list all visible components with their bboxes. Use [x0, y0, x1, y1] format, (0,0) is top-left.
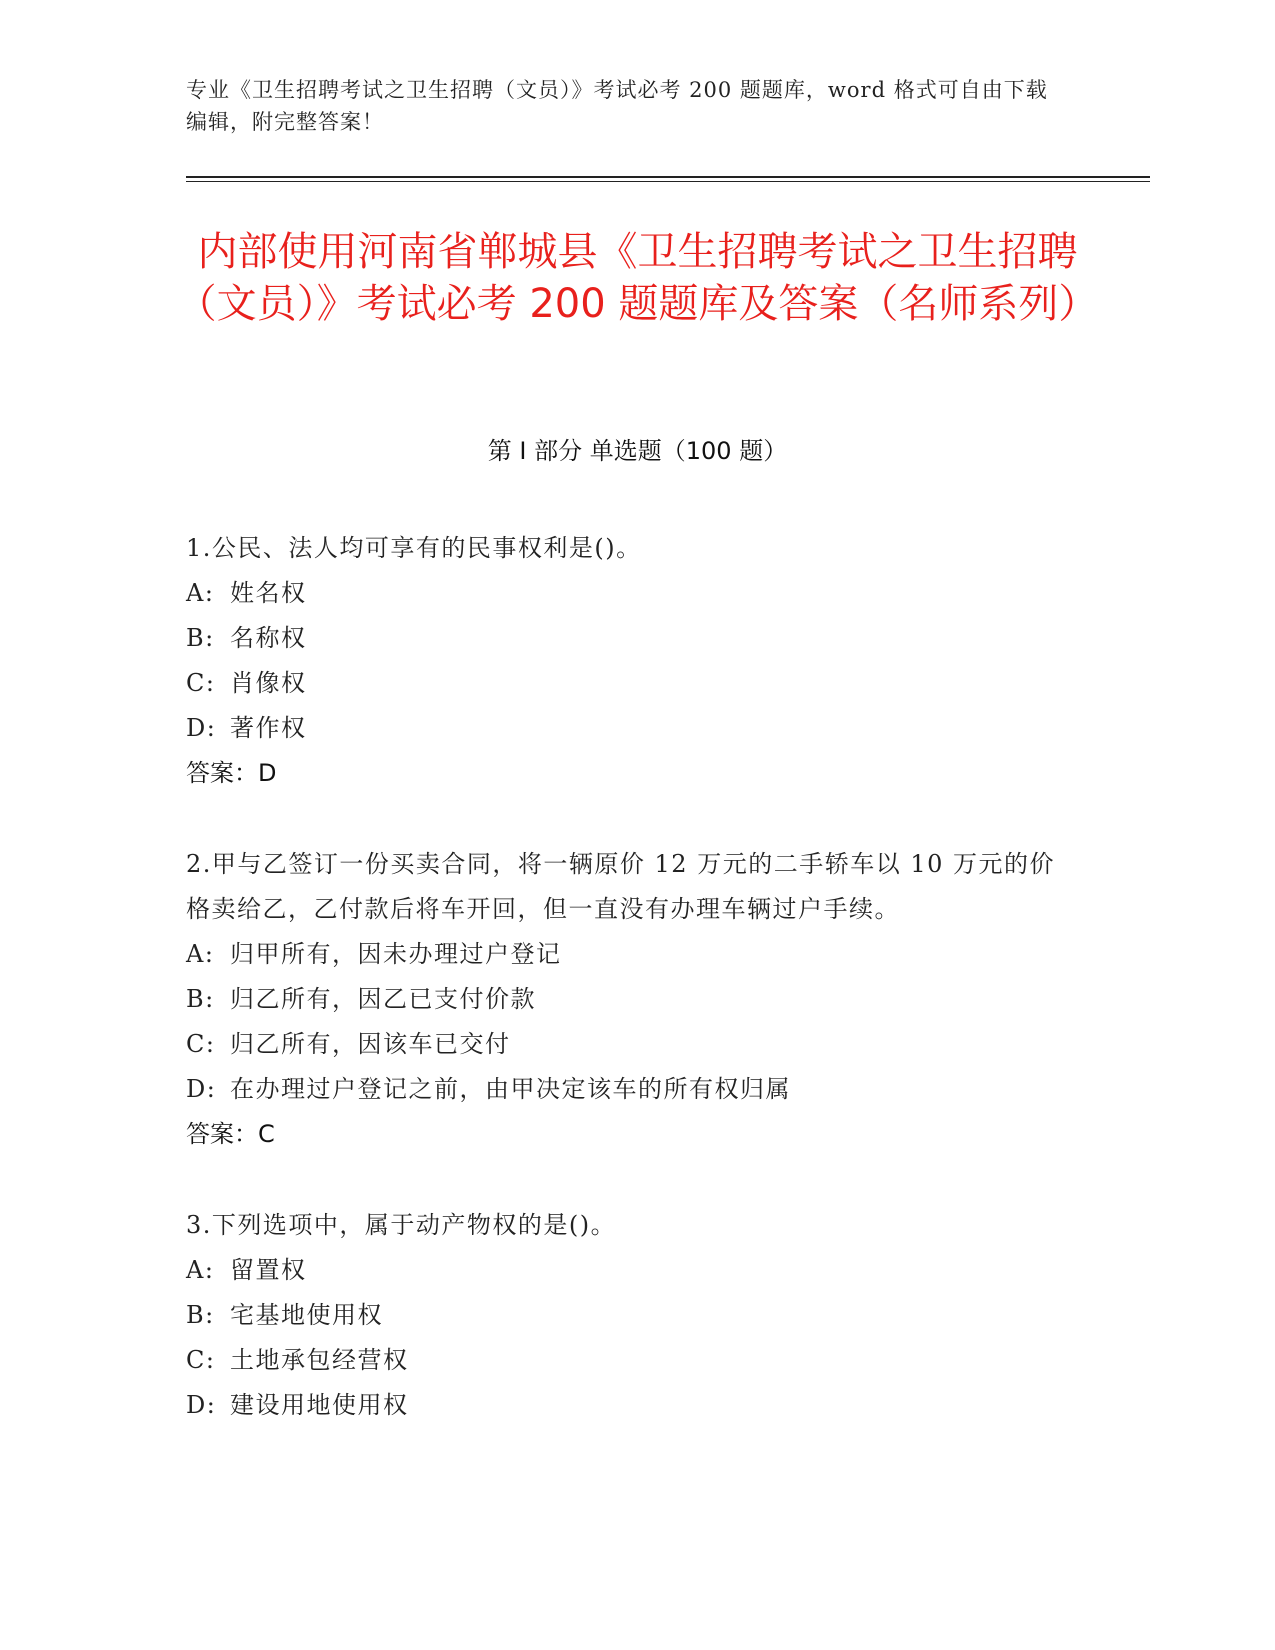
- answer-line: 答案：C: [186, 1120, 275, 1148]
- header-divider-thick: [186, 176, 1150, 178]
- option-text: 归乙所有，因该车已交付: [230, 1030, 511, 1058]
- option-letter: D:: [186, 1391, 217, 1419]
- option-letter: A:: [186, 1256, 215, 1284]
- option-text: 建设用地使用权: [230, 1391, 409, 1419]
- header-note: 专业《卫生招聘考试之卫生招聘（文员）》考试必考 200 题题库，word 格式可自由下载编辑，附完整答案！: [186, 78, 1048, 134]
- option-c: [186, 1338, 1066, 1383]
- option-text: 留置权: [230, 1256, 307, 1284]
- header-divider-thin: [186, 181, 1150, 182]
- answer-line: 答案：D: [186, 759, 277, 787]
- option-letter: C:: [186, 669, 216, 697]
- option-text: 归乙所有，因乙已支付价款: [230, 985, 536, 1013]
- option-a: [186, 571, 1066, 616]
- section-heading: 第 I 部分 单选题（100 题）: [487, 437, 788, 465]
- option-c: [186, 1022, 1066, 1067]
- option-letter: A:: [186, 940, 215, 968]
- question-stem: 1.公民、法人均可享有的民事权利是()。: [186, 534, 642, 562]
- option-text: 姓名权: [230, 579, 307, 607]
- question-stem: 3.下列选项中，属于动产物权的是()。: [186, 1211, 617, 1239]
- option-text: 肖像权: [230, 669, 307, 697]
- option-letter: D:: [186, 714, 217, 742]
- option-text: 名称权: [230, 624, 307, 652]
- option-a: [186, 1248, 1066, 1293]
- option-c: [186, 661, 1066, 706]
- option-text: 宅基地使用权: [230, 1301, 383, 1329]
- option-letter: A:: [186, 579, 215, 607]
- option-letter: C:: [186, 1030, 216, 1058]
- option-text: 著作权: [230, 714, 307, 742]
- option-a: [186, 932, 1066, 977]
- option-text: 土地承包经营权: [230, 1346, 409, 1374]
- option-letter: C:: [186, 1346, 216, 1374]
- option-text: 在办理过户登记之前，由甲决定该车的所有权归属: [230, 1075, 791, 1103]
- option-letter: B:: [186, 624, 215, 652]
- question-stem: 2.甲与乙签订一份买卖合同，将一辆原价 12 万元的二手轿车以 10 万元的价格卖给乙，乙付款后将车开回，但一直没有办理车辆过户手续。: [186, 850, 1055, 923]
- option-text: 归甲所有，因未办理过户登记: [230, 940, 562, 968]
- option-letter: D:: [186, 1075, 217, 1103]
- option-b: [186, 616, 1066, 661]
- option-letter: B:: [186, 985, 215, 1013]
- document-title: 内部使用河南省郸城县《卫生招聘考试之卫生招聘（文员）》考试必考 200 题题库及答案（名师系列）: [176, 229, 1099, 327]
- option-d: [186, 1383, 1066, 1428]
- option-d: [186, 706, 1066, 751]
- option-letter: B:: [186, 1301, 215, 1329]
- question-2: [186, 842, 1066, 1157]
- option-b: [186, 1293, 1066, 1338]
- question-3: [186, 1203, 1066, 1428]
- option-d: [186, 1067, 1066, 1112]
- question-list: [186, 526, 1066, 1474]
- question-1: [186, 526, 1066, 796]
- option-b: [186, 977, 1066, 1022]
